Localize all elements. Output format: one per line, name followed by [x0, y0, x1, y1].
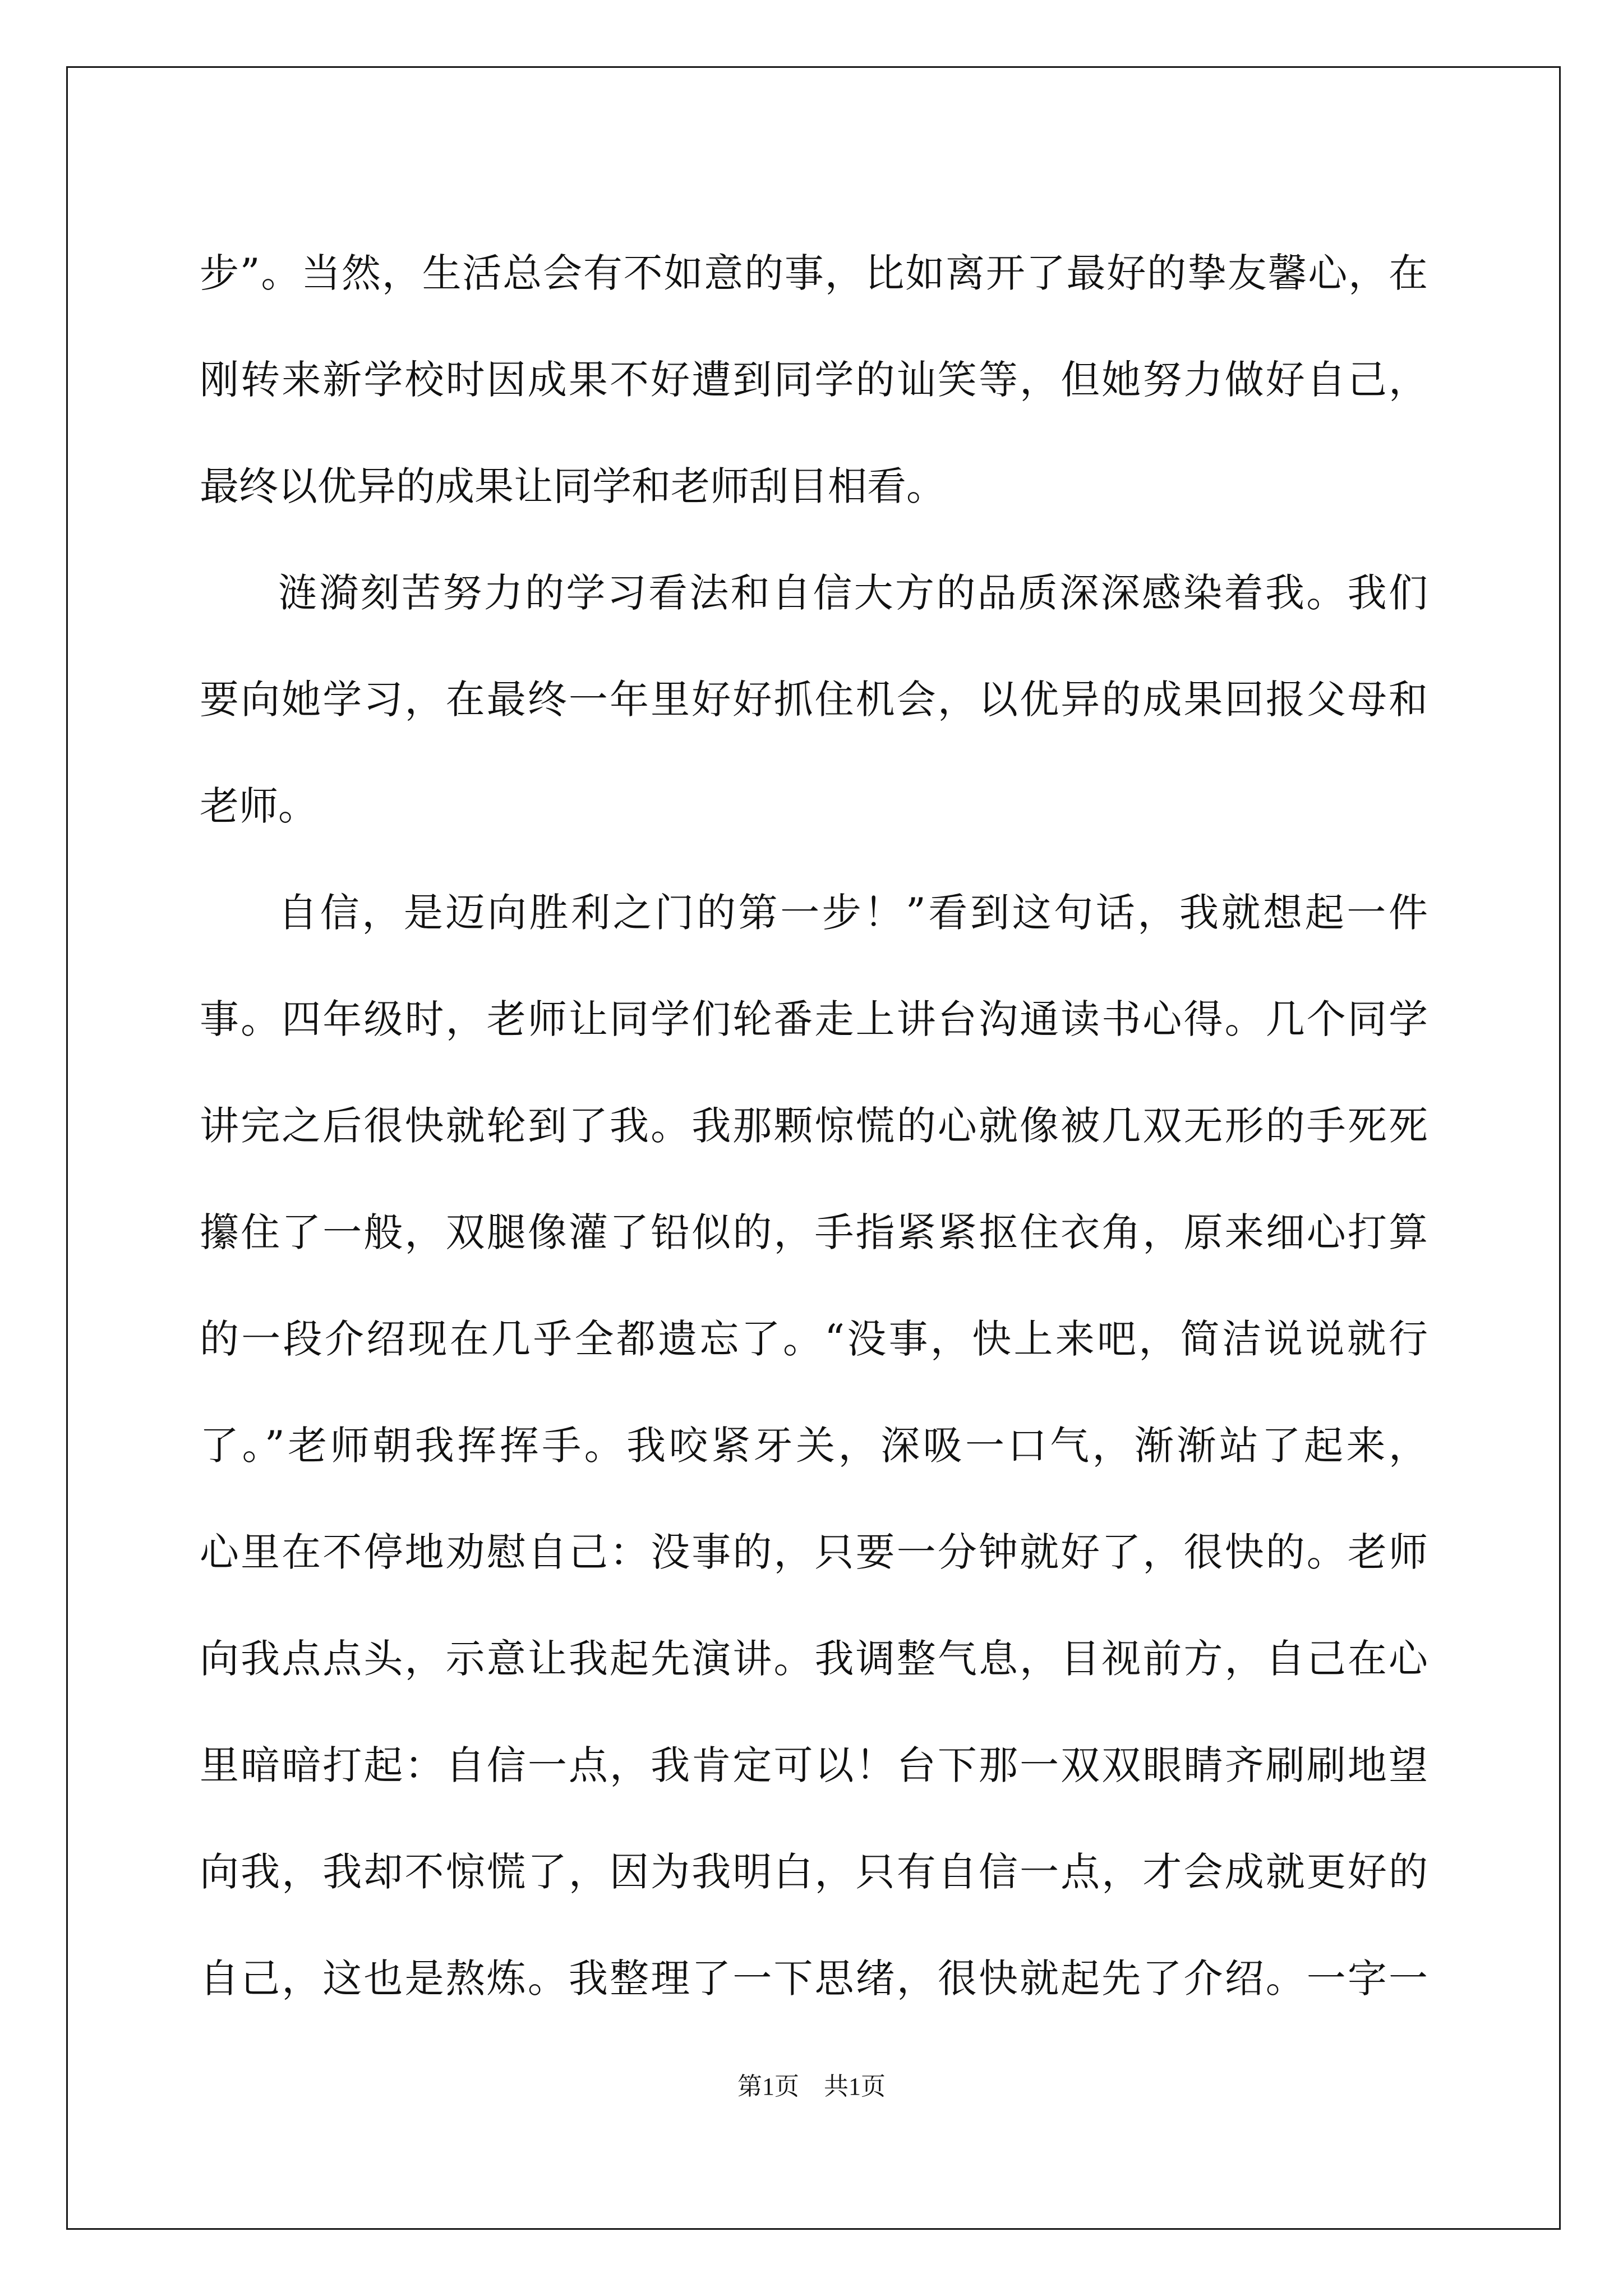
text-line: 讲完之后很快就轮到了我。我那颗惊慌的心就像被几双无形的手死死 — [200, 1103, 1428, 1149]
text-line: 刚转来新学校时因成果不好遭到同学的讪笑等，但她努力做好自己， — [200, 357, 1428, 403]
text-line: 里暗暗打起：自信一点，我肯定可以！台下那一双双眼睛齐刷刷地望 — [200, 1742, 1428, 1788]
text-line: 心里在不停地劝慰自己：没事的，只要一分钟就好了，很快的。老师 — [200, 1529, 1428, 1575]
document-body — [200, 220, 1428, 2032]
paragraph-end-line: 老师。 — [200, 783, 317, 829]
text-line: 步”。当然，生活总会有不如意的事，比如离开了最好的挚友馨心，在 — [200, 250, 1428, 296]
paragraph-end-line: 最终以优异的成果让同学和老师刮目相看。 — [200, 463, 946, 509]
paragraph-first-line: 涟漪刻苦努力的学习看法和自信大方的品质深深感染着我。我们 — [278, 570, 1428, 616]
text-line: 自己，这也是熬炼。我整理了一下思绪，很快就起先了介绍。一字一 — [200, 1955, 1428, 2001]
text-line: 的一段介绍现在几乎全都遗忘了。“没事，快上来吧，简洁说说就行 — [200, 1316, 1428, 1362]
paragraph-first-line: 自信，是迈向胜利之门的第一步！”看到这句话，我就想起一件 — [278, 890, 1428, 936]
text-line: 要向她学习，在最终一年里好好抓住机会，以优异的成果回报父母和 — [200, 677, 1428, 723]
text-line: 向我点点头，示意让我起先演讲。我调整气息，目视前方，自己在心 — [200, 1636, 1428, 1682]
text-line: 了。”老师朝我挥挥手。我咬紧牙关，深吸一口气，渐渐站了起来， — [200, 1423, 1428, 1469]
page-footer — [0, 2070, 1623, 2104]
text-line: 事。四年级时，老师让同学们轮番走上讲台沟通读书心得。几个同学 — [200, 996, 1428, 1042]
page-total: 共1页 — [824, 2073, 886, 2100]
page-number: 第1页 — [737, 2073, 799, 2100]
text-line: 向我，我却不惊慌了，因为我明白，只有自信一点，才会成就更好的 — [200, 1849, 1428, 1895]
text-line: 攥住了一般，双腿像灌了铅似的，手指紧紧抠住衣角，原来细心打算 — [200, 1209, 1428, 1255]
